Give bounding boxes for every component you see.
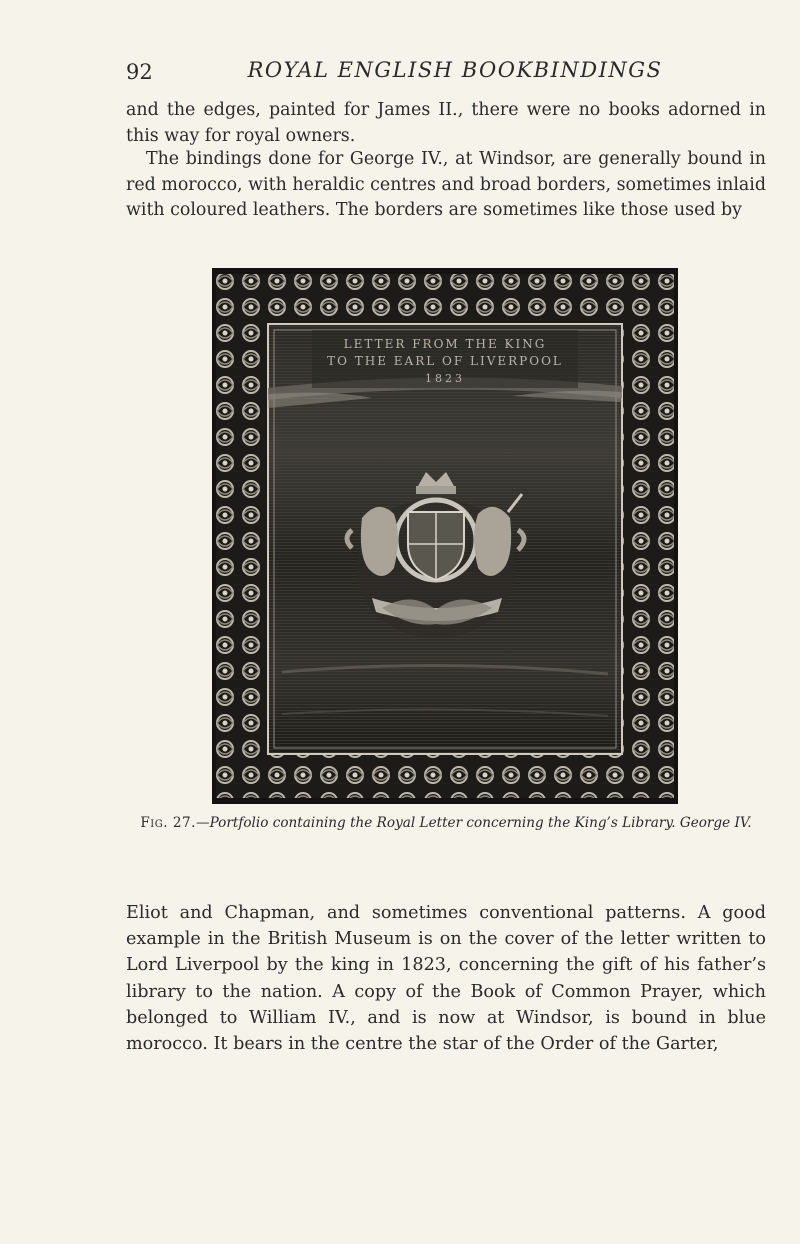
caption-text: —Portfolio containing the Royal Letter concerning the King’s Library. George IV.	[195, 815, 752, 831]
paragraph-british-museum-example: Eliot and Chapman, and sometimes conventional patterns. A good example in the British Museum is on the cover of the letter written to Lord Liverpool by the king in 1823, concerning the gift of his father’s library to the nation. A copy of the Book of Common Prayer, which belonged to William IV., and is now at Windsor, is bound in blue morocco. It bears in the centre the star of the Order of the Garter,	[126, 903, 766, 1055]
figure-portfolio-image	[212, 268, 678, 804]
page-header	[126, 58, 766, 88]
caption-label: Fig. 27.	[140, 815, 196, 831]
label-line-1: LETTER FROM THE KING	[343, 337, 547, 351]
label-line-2: TO THE EARL OF LIVERPOOL	[327, 354, 563, 368]
running-title: ROYAL ENGLISH BOOKBINDINGS	[247, 58, 663, 82]
portfolio-illustration	[212, 268, 678, 804]
figure-caption	[126, 812, 766, 834]
page-number: 92	[126, 60, 153, 84]
paragraph-george-iv-bindings: The bindings done for George IV., at Windsor, are generally bound in red morocco, with heraldic centres and broad borders, sometimes inlaid with coloured leathers. The borders are sometimes like those used by	[126, 149, 766, 221]
label-line-3: 1823	[425, 372, 465, 385]
paragraph-continuation: and the edges, painted for James II., there were no books adorned in this way for royal owners.	[126, 100, 766, 146]
